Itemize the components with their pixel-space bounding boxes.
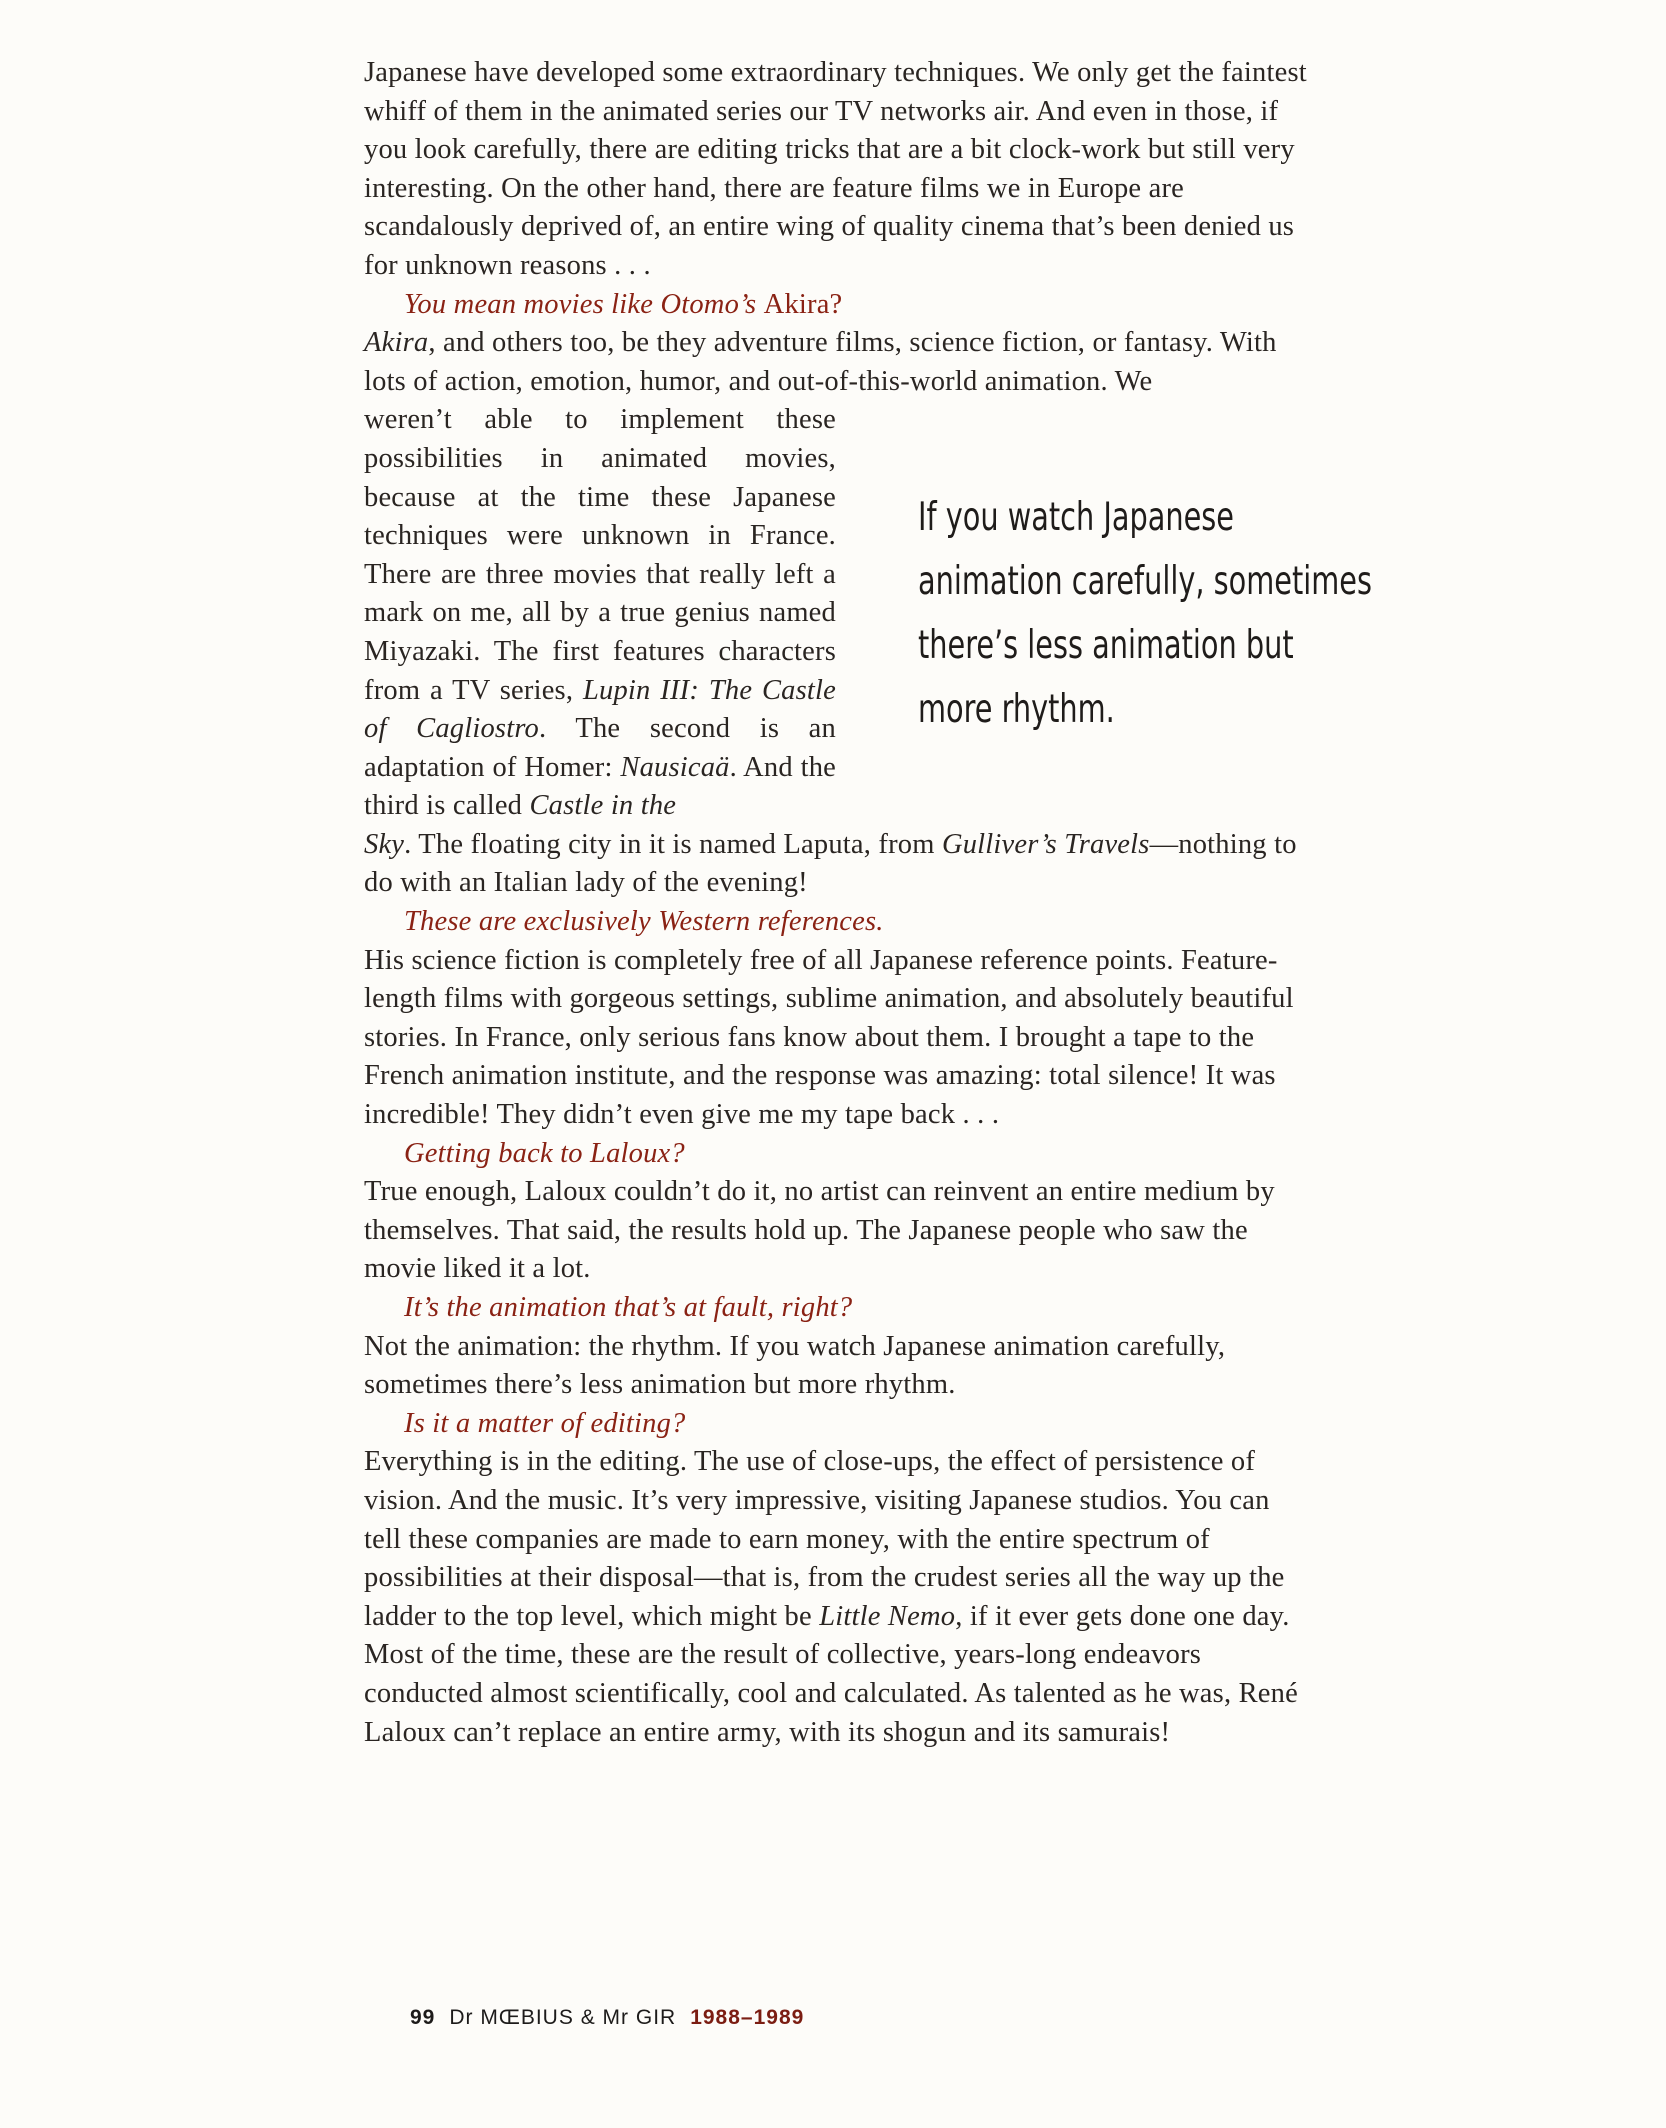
answer-paragraph: Sky. The floating city in it is named Laputa, from Gulliver’s Travels—nothing to do with an Italian lady of the evening! <box>364 828 1297 899</box>
pull-quote-line: If you watch Japanese <box>918 495 1235 540</box>
film-title: Akira <box>364 327 429 359</box>
interview-body <box>364 54 1324 1752</box>
interviewer-question: These are exclusively Western references. <box>404 906 884 938</box>
pull-quote-line: animation carefully, sometimes <box>918 559 1372 604</box>
film-title: Lupin III: The Castle of Cagliostro <box>364 674 836 745</box>
pull-quote <box>918 486 1372 742</box>
film-title: Little Nemo <box>819 1600 956 1632</box>
interviewer-question: You mean movies like Otomo’s Akira? <box>404 288 843 320</box>
answer-paragraph: Japanese have developed some extraordinary techniques. We only get the faintest whiff of them in the animated series our TV networks air. And even in those, if you look carefully, there are editing tricks that are a bit clock-work but still very interesting. On the other hand, there are feature films we in Europe are scandalously deprived of, an entire wing of quality cinema that’s been denied us for unknown reasons . . . <box>364 57 1307 281</box>
pull-quote-line: more rhythm. <box>918 687 1115 732</box>
interviewer-question: Is it a matter of editing? <box>404 1407 686 1439</box>
answer-paragraph: His science fiction is completely free of all Japanese reference points. Feature-length films with gorgeous settings, sublime animation, and absolutely beautiful stories. In France, only serious fans know about them. I brought a tape to the French animation institute, and the response was amazing: total silence! It was incredible! They didn’t even give me my tape back . . . <box>364 944 1294 1131</box>
page-footer <box>410 2006 804 2030</box>
film-title: Castle in the <box>529 790 677 822</box>
running-title: Dr MŒBIUS & Mr GIR <box>449 2006 677 2029</box>
pull-quote-line: there’s less animation but <box>918 623 1294 668</box>
answer-paragraph: Not the animation: the rhythm. If you watch Japanese animation carefully, sometimes there’s less animation but more rhythm. <box>364 1330 1226 1401</box>
answer-paragraph: Everything is in the editing. The use of close-ups, the effect of persistence of vision. And the music. It’s very impressive, visiting Japanese studios. You can tell these companies are made to earn money, with the entire spectrum of possibilities at their disposal—that is, from the crudest series all the way up the ladder to the top level, which might be Little Nemo, if it ever gets done one day. Most of the time, these are the result of collective, years-long endeavors conducted almost scientifically, cool and calculated. As talented as he was, René Laloux can’t replace an entire army, with its shogun and its samurais! <box>364 1446 1298 1748</box>
page-number: 99 <box>410 2006 436 2029</box>
answer-paragraph: True enough, Laloux couldn’t do it, no artist can reinvent an entire medium by themselves. That said, the results hold up. The Japanese people who saw the movie liked it a lot. <box>364 1176 1275 1285</box>
interviewer-question: Getting back to Laloux? <box>404 1137 685 1169</box>
answer-paragraph: Akira, and others too, be they adventure films, science fiction, or fantasy. With lots of action, emotion, humor, and out-of-this-world animation. We <box>364 327 1277 397</box>
answer-paragraph-narrow: weren’t able to implement these possibilities in animated movies, because at the time these Japanese techniques were unknown in France. There are three movies that really left a mark on me, all by a true genius named Miyazaki. The first features characters from a TV series, Lupin III: The Castle of Cagliostro. The second is an adaptation of Homer: Nausicaä. And the third is called Castle in the <box>364 404 836 822</box>
film-title: Nausicaä <box>620 751 730 783</box>
film-title: Sky <box>364 828 405 860</box>
interviewer-question: It’s the animation that’s at fault, right? <box>404 1292 853 1323</box>
book-title: Gulliver’s Travels <box>941 828 1150 860</box>
running-years: 1988–1989 <box>690 2006 805 2029</box>
film-title: Akira? <box>763 288 843 320</box>
